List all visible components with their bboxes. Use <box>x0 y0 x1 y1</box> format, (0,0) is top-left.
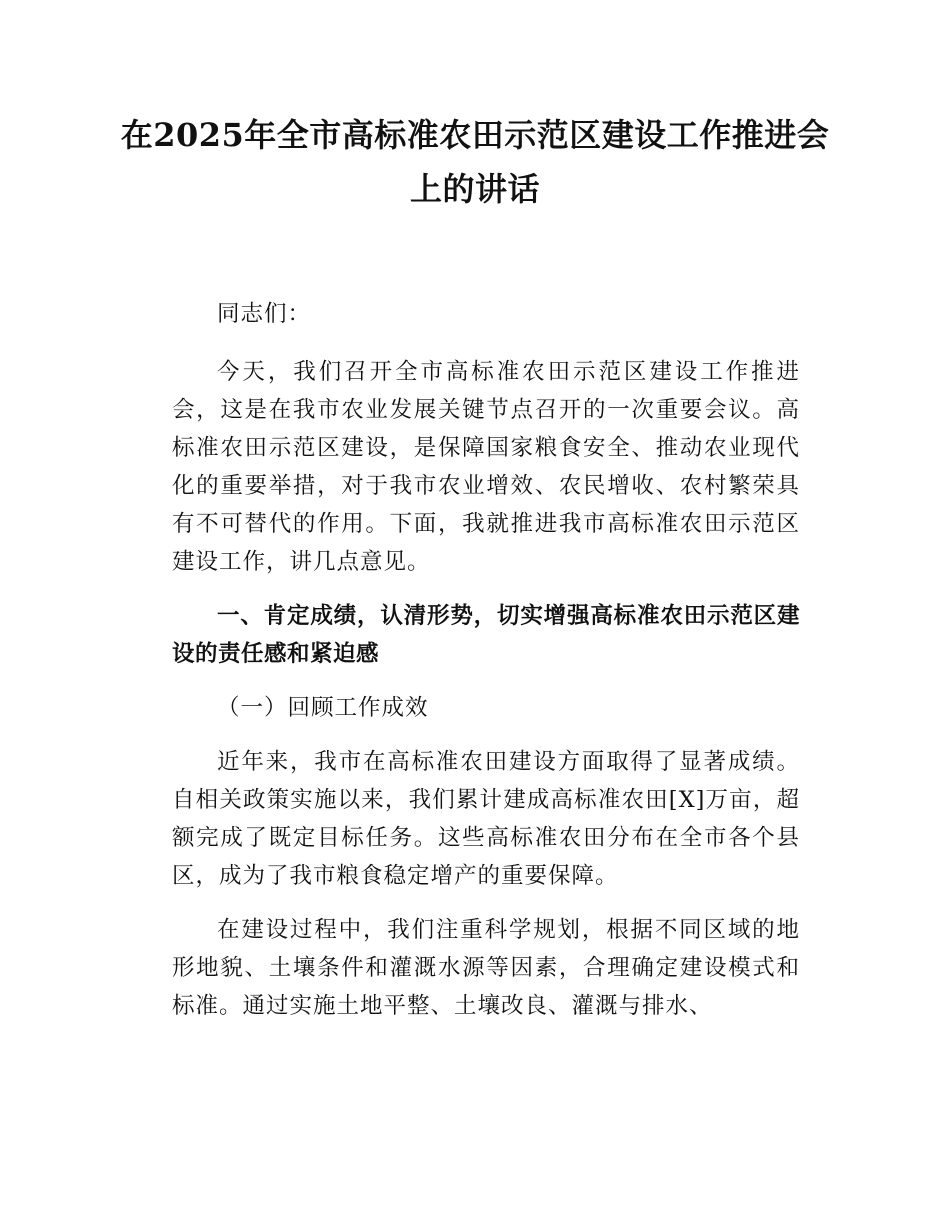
document-body <box>172 295 800 1041</box>
paragraph-planning: 在建设过程中，我们注重科学规划，根据不同区域的地形地貌、土壤条件和灌溉水源等因素，合理确定建设模式和标准。通过实施土地平整、土壤改良、灌溉与排水、 <box>172 917 800 1019</box>
salutation: 同志们： <box>217 301 312 327</box>
section-heading-1: 一、肯定成绩，认清形势，切实增强高标准农田示范区建设的责任感和紧迫感 <box>172 603 800 667</box>
paragraph-intro: 今天，我们召开全市高标准农田示范区建设工作推进会，这是在我市农业发展关键节点召开的一次重要会议。高标准农田示范区建设，是保障国家粮食安全、推动农业现代化的重要举措，对于我市农业增效、农民增收、农村繁荣具有不可替代的作用。下面，我就推进我市高标准农田示范区建设工作，讲几点意见。 <box>172 359 800 575</box>
paragraph-achievements: 近年来，我市在高标准农田建设方面取得了显著成绩。自相关政策实施以来，我们累计建成高标准农田[X]万亩，超额完成了既定目标任务。这些高标准农田分布在全市各个县区，成为了我市粮食稳定增产的重要保障。 <box>172 749 800 889</box>
document-title: 在2025年全市高标准农田示范区建设工作推进会上的讲话 <box>120 116 830 208</box>
subsection-heading-1: （一）回顾工作成效 <box>217 695 429 721</box>
